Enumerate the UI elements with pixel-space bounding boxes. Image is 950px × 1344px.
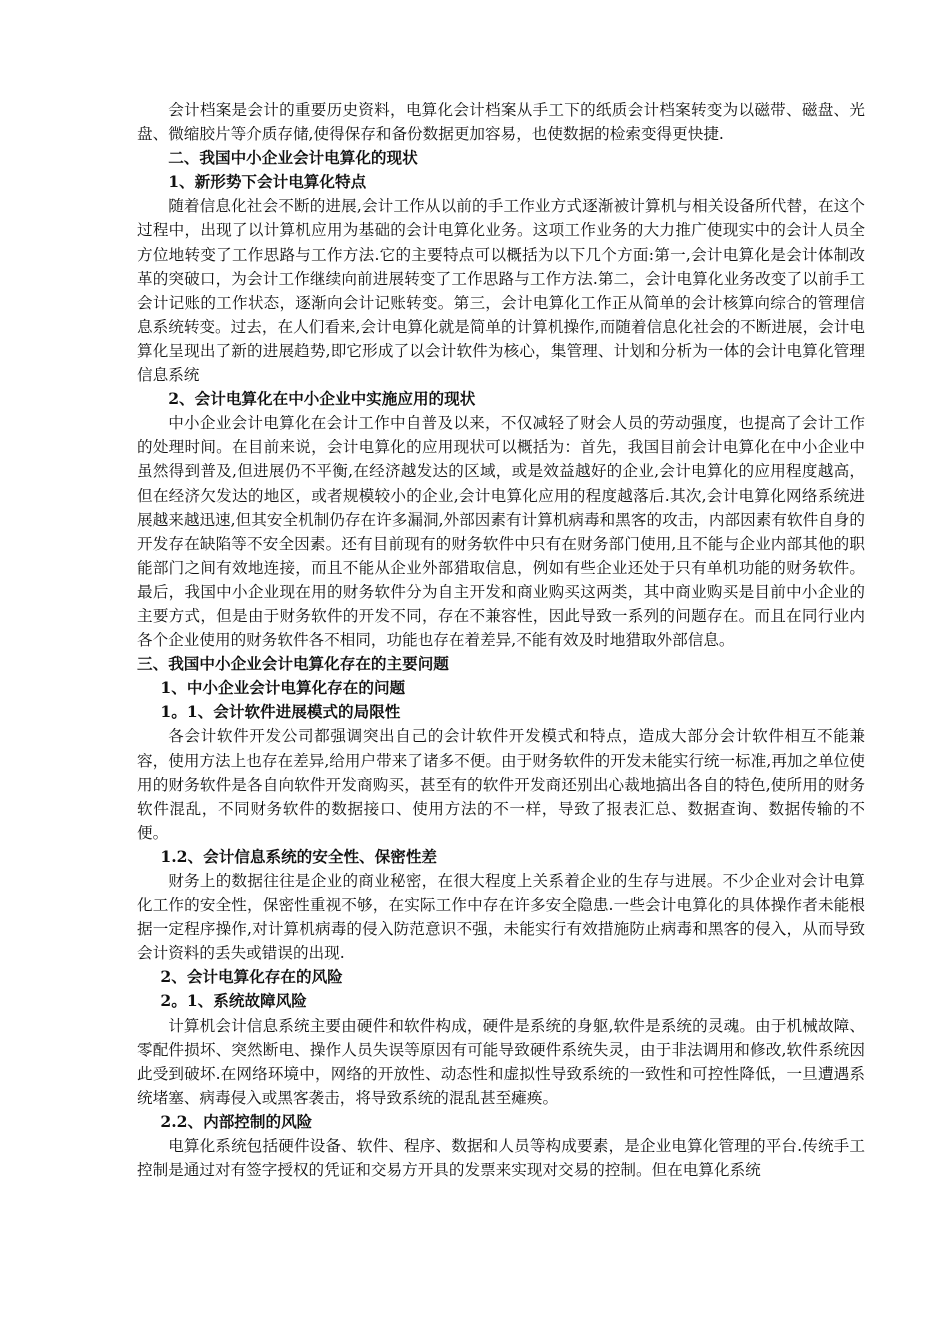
paragraph-system-failure: 计算机会计信息系统主要由硬件和软件构成，硬件是系统的身躯,软件是系统的灵魂。由于机械故障、零配件损坏、突然断电、操作人员失误等原因有可能导致硬件系统失灵，由于非法调用和修改,软件系统因此受到破坏.在网络环境中，网络的开放性、动态性和虚拟性导致系统的一致性和可控性降低，一旦遭遇系统堵塞、病毒侵入或黑客袭击，将导致系统的混乱甚至瘫痪。 <box>137 1016 865 1107</box>
subheading-2-1: 1、新形势下会计电算化特点 <box>168 172 367 192</box>
subheading-3-2-2: 2.2、内部控制的风险 <box>160 1111 313 1131</box>
paragraph-status: 中小企业会计电算化在会计工作中自普及以来，不仅减轻了财会人员的劳动强度，也提高了会计工作的处理时间。在目前来说，会计电算化的应用现状可以概括为：首先，我国目前会计电算化在中小企业中虽然得到普及,但进展仍不平衡,在经济越发达的区域，或是效益越好的企业,会计电算化的应用程度越高，但在经济欠发达的地区，或者规模较小的企业,会计电算化应用的程度越落后.其次,会计电算化网络系统进展越来越迅速,但其安全机制仍存在许多漏洞,外部因素有计算机病毒和黑客的攻击，内部因素有软件自身的开发存在缺陷等不安全因素。还有目前现有的财务软件中只有在财务部门使用,且不能与企业内部其他的职能部门之间有效地连接，而且不能从企业外部猎取信息，例如有些企业还处于只有单机功能的财务软件。最后，我国中小企业现在用的财务软件分为自主开发和商业购买这两类，其中商业购买是目前中小企业的主要方式，但是由于财务软件的开发不同，存在不兼容性，因此导致一系列的问题存在。而且在同行业内各个企业使用的财务软件各不相同，功能也存在着差异,不能有效及时地猎取外部信息。 <box>137 414 865 650</box>
document-page <box>137 98 865 1182</box>
section-heading-2: 二、我国中小企业会计电算化的现状 <box>168 148 418 168</box>
subheading-3-1: 1、中小企业会计电算化存在的问题 <box>160 678 406 698</box>
paragraph-security: 财务上的数据往往是企业的商业秘密，在很大程度上关系着企业的生存与进展。不少企业对会计电算化工作的安全性，保密性重视不够，在实际工作中存在许多安全隐患.一些会计电算化的具体操作者未能根据一定程序操作,对计算机病毒的侵入防范意识不强，未能实行有效措施防止病毒和黑客的侵入，从而导致会计资料的丢失或错误的出现. <box>137 872 865 963</box>
section-heading-3: 三、我国中小企业会计电算化存在的主要问题 <box>137 654 449 674</box>
paragraph-internal-control: 电算化系统包括硬件设备、软件、程序、数据和人员等构成要素，是企业电算化管理的平台.传统手工控制是通过对有签字授权的凭证和交易方开具的发票来实现对交易的控制。但在电算化系统 <box>137 1137 865 1180</box>
subheading-2-2: 2、会计电算化在中小企业中实施应用的现状 <box>168 389 476 409</box>
subheading-3-2: 2、会计电算化存在的风险 <box>160 967 343 987</box>
paragraph-features: 随着信息化社会不断的进展,会计工作从以前的手工作业方式逐渐被计算机与相关设备所代替，在这个过程中，出现了以计算机应用为基础的会计电算化业务。这项工作业务的大力推广使现实中的会计人员全方位地转变了工作思路与工作方法.它的主要特点可以概括为以下几个方面:第一,会计电算化是会计体制改革的突破口，为会计工作继续向前进展转变了工作思路与工作方法.第二，会计电算化业务改变了以前手工会计记账的工作状态，逐渐向会计记账转变。第三，会计电算化工作正从简单的会计核算向综合的管理信息系统转变。过去，在人们看来,会计电算化就是简单的计算机操作,而随着信息化社会的不断进展，会计电算化呈现出了新的进展趋势,即它形成了以会计软件为核心，集管理、计划和分析为一体的会计电算化管理信息系统 <box>137 197 865 385</box>
paragraph-software-limits: 各会计软件开发公司都强调突出自己的会计软件开发模式和特点，造成大部分会计软件相互不能兼容，使用方法上也存在差异,给用户带来了诸多不便。由于财务软件的开发未能实行统一标准,再加之单位使用的财务软件是各自向软件开发商购买，甚至有的软件开发商还别出心裁地搞出各自的特色,使所用的财务软件混乱，不同财务软件的数据接口、使用方法的不一样，导致了报表汇总、数据查询、数据传输的不便。 <box>137 727 865 842</box>
paragraph-archives: 会计档案是会计的重要历史资料，电算化会计档案从手工下的纸质会计档案转变为以磁带、磁盘、光盘、微缩胶片等介质存储,使得保存和备份数据更加容易，也使数据的检索变得更快捷. <box>137 101 865 144</box>
subheading-3-1-2: 1.2、会计信息系统的安全性、保密性差 <box>160 846 438 866</box>
subheading-3-1-1: 1。1、会计软件进展模式的局限性 <box>160 702 401 722</box>
subheading-3-2-1: 2。1、系统故障风险 <box>160 991 307 1011</box>
